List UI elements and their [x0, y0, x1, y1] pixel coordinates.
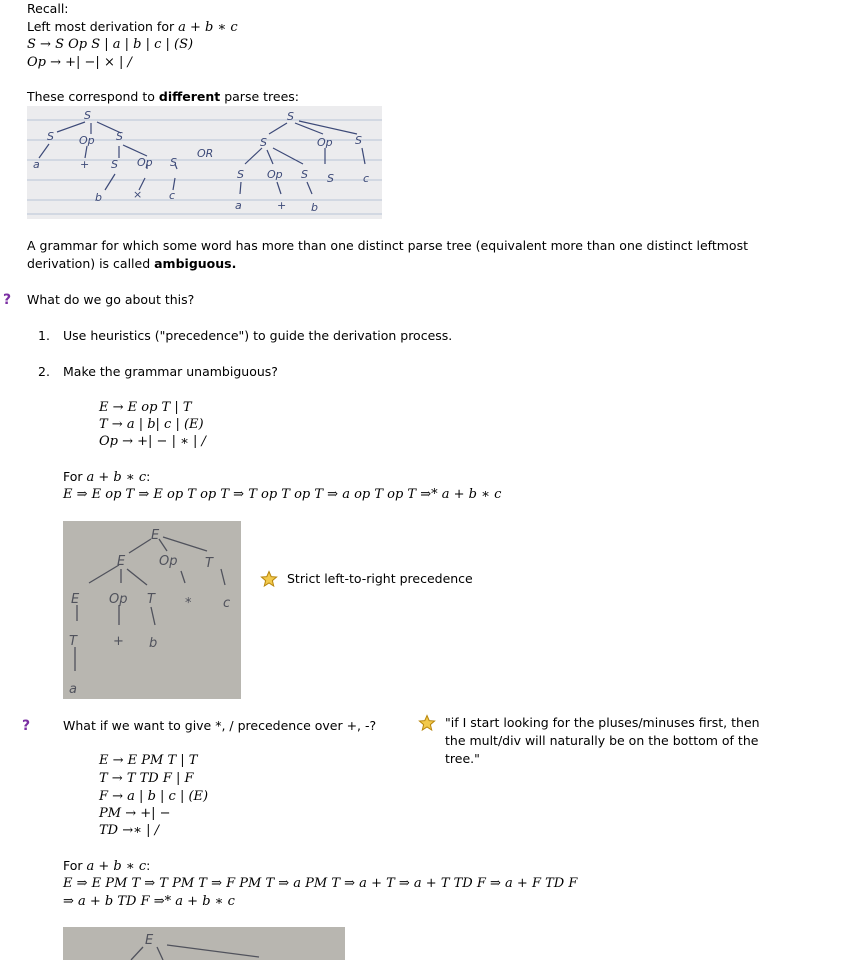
- p2-e2: E: [71, 592, 80, 607]
- t2-s-left: S: [260, 136, 267, 149]
- p2-op2: Op: [109, 592, 128, 607]
- leftmost-derivation-expr: a + b ∗ c: [178, 20, 238, 35]
- note2-line3: tree.": [445, 751, 480, 766]
- t1-b: b: [95, 191, 102, 204]
- p2-e: E: [117, 554, 126, 569]
- tree3-drawing: [63, 927, 345, 960]
- precedence-tree-photo: [63, 927, 345, 960]
- ambiguity-prefix: derivation) is called: [27, 256, 155, 271]
- grammar3-td-rule: TD →∗ | /: [99, 823, 159, 838]
- p2-plus: +: [113, 634, 124, 649]
- example2-derivation-line2: ⇒ a + b TD F ⇒* a + b ∗ c: [63, 894, 235, 909]
- step1-text: Use heuristics ("precedence") to guide the derivation process.: [63, 328, 453, 343]
- p2-a: a: [69, 682, 77, 697]
- example2-for: For: [63, 858, 87, 873]
- question1-text: What do we go about this?: [27, 292, 195, 307]
- grammar-op-rule: Op → +| −| × | /: [27, 55, 132, 70]
- grammar2-e-rule: E → E op T | T: [99, 400, 192, 415]
- t1-times: ×: [133, 188, 143, 201]
- question-mark-icon: ?: [22, 718, 31, 734]
- star-icon: [418, 714, 436, 732]
- t2-op: Op: [317, 136, 333, 149]
- t2-s3: S: [301, 168, 308, 181]
- question-mark-icon: ?: [3, 292, 12, 308]
- intro-prefix: These correspond to: [27, 89, 159, 104]
- p2-root-e: E: [151, 528, 160, 543]
- ambiguity-line2: [27, 255, 236, 273]
- parse-trees-photo: [27, 106, 382, 219]
- tree2-drawing: [63, 521, 241, 699]
- t1-a: a: [33, 158, 40, 171]
- example1-derivation: E ⇒ E op T ⇒ E op T op T ⇒ T op T op T ⇒ a op T op T ⇒* a + b ∗ c: [63, 487, 502, 502]
- parse-trees-drawing: [27, 106, 382, 219]
- note2-line2: the mult/div will naturally be on the bottom of the: [445, 733, 759, 748]
- intro-bold: different: [158, 89, 221, 104]
- ambiguity-line1: A grammar for which some word has more than one distinct parse tree (equivalent more than one distinct leftmost: [27, 238, 748, 253]
- t1-s-right: S: [116, 130, 123, 143]
- star-icon: [260, 570, 278, 588]
- grammar3-t-rule: T → T TD F | F: [99, 771, 194, 786]
- t2-plus: +: [277, 199, 287, 212]
- note1-text: Strict left-to-right precedence: [287, 571, 473, 586]
- t2-root-s: S: [287, 110, 294, 123]
- t1-c: c: [169, 189, 176, 202]
- example1-heading: [63, 468, 150, 487]
- t1-plus: +: [80, 158, 90, 171]
- p2-c: c: [223, 596, 231, 611]
- t2-s2: S: [237, 168, 244, 181]
- grammar2-op-rule: Op → +| − | ∗ | /: [99, 434, 206, 449]
- p2-t2: T: [147, 592, 155, 607]
- step1-number: 1.: [38, 328, 50, 343]
- p2-t: T: [205, 556, 213, 571]
- step2-number: 2.: [38, 364, 50, 379]
- p2-star: *: [185, 596, 192, 611]
- intro-suffix: parse trees:: [220, 89, 299, 104]
- example2-colon: :: [146, 858, 151, 873]
- example1-for: For: [63, 469, 87, 484]
- t1-s2: S: [111, 158, 118, 171]
- grammar3-pm-rule: PM → +| −: [99, 806, 171, 821]
- t1-s3: S: [170, 156, 177, 169]
- p3-root-e: E: [145, 933, 154, 948]
- example1-expr: a + b ∗ c: [86, 470, 147, 485]
- parse-trees-intro: [27, 88, 299, 106]
- grammar3-e-rule: E → E PM T | T: [99, 753, 198, 768]
- grammar2-t-rule: T → a | b| c | (E): [99, 417, 204, 432]
- t2-op2: Op: [267, 168, 283, 181]
- t1-root-s: S: [84, 109, 91, 122]
- t2-a: a: [235, 199, 242, 212]
- t1-s-left: S: [47, 130, 54, 143]
- t2-c: c: [363, 172, 370, 185]
- example2-derivation-line1: E ⇒ E PM T ⇒ T PM T ⇒ F PM T ⇒ a PM T ⇒ a + T ⇒ a + T TD F ⇒ a + F TD F: [63, 876, 578, 891]
- grammar3-f-rule: F → a | b | c | (E): [99, 789, 209, 804]
- left-to-right-tree-photo: [63, 521, 241, 699]
- t2-s-right: S: [355, 134, 362, 147]
- p2-op: Op: [159, 554, 178, 569]
- question2-text: What if we want to give *, / precedence over +, -?: [63, 718, 377, 733]
- ambiguity-term: ambiguous.: [154, 256, 237, 271]
- t2-b: b: [311, 201, 318, 214]
- leftmost-derivation-line: [27, 18, 238, 37]
- p2-t3: T: [69, 634, 77, 649]
- or-label: OR: [197, 147, 214, 160]
- t2-crossed-s: S: [327, 172, 334, 185]
- step2-text: Make the grammar unambiguous?: [63, 364, 278, 379]
- leftmost-derivation-prefix: Left most derivation for: [27, 19, 179, 34]
- example2-heading: [63, 857, 150, 876]
- t1-op: Op: [79, 134, 95, 147]
- t1-op2: Op: [137, 156, 153, 169]
- p2-b: b: [149, 636, 158, 651]
- grammar-s-rule: S → S Op S | a | b | c | (S): [27, 37, 194, 52]
- example2-expr: a + b ∗ c: [86, 859, 147, 874]
- note2-line1: "if I start looking for the pluses/minuses first, then: [445, 715, 760, 730]
- example1-colon: :: [146, 469, 151, 484]
- recall-heading: Recall:: [27, 1, 69, 16]
